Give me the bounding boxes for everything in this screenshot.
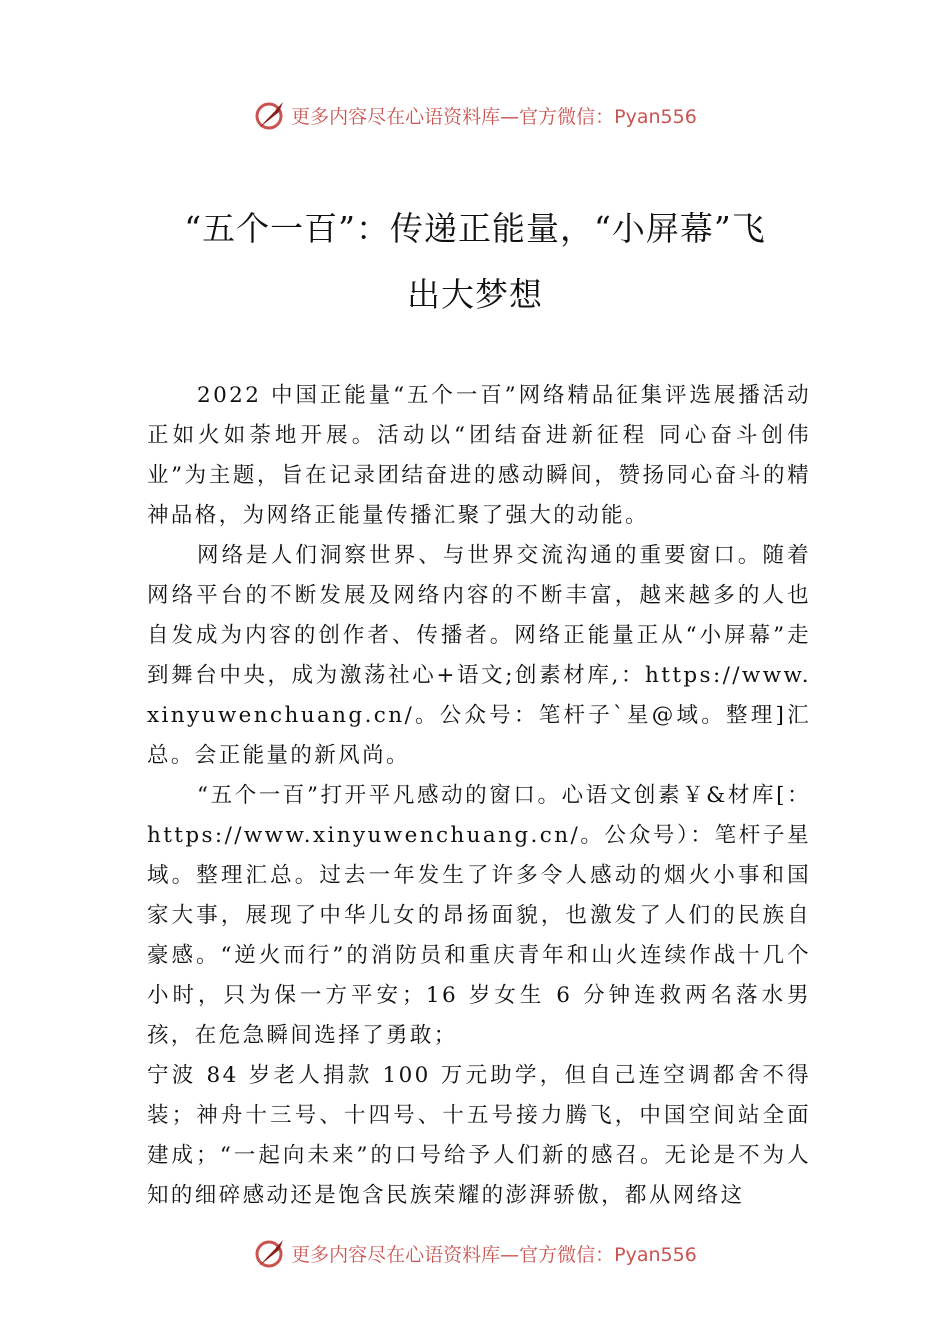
header-banner-text: 更多内容尽在心语资料库—官方微信：Pyan556 (291, 105, 697, 128)
header-banner (0, 95, 950, 135)
article-title (145, 196, 805, 328)
paragraph-1: 2022 中国正能量“五个一百”网络精品征集评选展播活动正如火如荼地开展。活动以“团结奋进新征程 同心奋斗创伟业”为主题，旨在记录团结奋进的感动瞬间，赞扬同心奋斗的精神品格，为网络正能量传播汇聚了强大的动能。 (147, 383, 811, 528)
paragraph-2: 网络是人们洞察世界、与世界交流沟通的重要窗口。随着网络平台的不断发展及网络内容的不断丰富，越来越多的人也自发成为内容的创作者、传播者。网络正能量正从“小屏幕”走到舞台中央，成为激荡社心+语文;创素材库,：https://www.xinyuwenchuang.cn/。公众号：笔杆子`星@域。整理]汇总。会正能量的新风尚。 (147, 543, 811, 768)
paragraph-3: “五个一百”打开平凡感动的窗口。心语文创素￥&材库[：https://www.xinyuwenchuang.cn/。公众号）：笔杆子星域。整理汇总。过去一年发生了许多令人感动的烟火小事和国家大事，展现了中华儿女的昂扬面貌，也激发了人们的民族自豪感。“逆火而行”的消防员和重庆青年和山火连续作战十几个小时，只为保一方平安；16 岁女生 6 分钟连救两名落水男孩，在危急瞬间选择了勇敢； (147, 783, 811, 1048)
paragraph-4: 宁波 84 岁老人捐款 100 万元助学，但自己连空调都舍不得装；神舟十三号、十四号、十五号接力腾飞，中国空间站全面建成；“一起向未来”的口号给予人们新的感召。无论是不为人知的细碎感动还是饱含民族荣耀的澎湃骄傲，都从网络这 (147, 1063, 811, 1208)
footer-banner (0, 1233, 950, 1273)
title-line-1: “五个一百”：传递正能量，“小屏幕”飞 (184, 209, 766, 248)
footer-banner-text: 更多内容尽在心语资料库—官方微信：Pyan556 (291, 1243, 697, 1266)
article-body (147, 376, 811, 1216)
quill-pen-logo-icon (253, 1236, 287, 1270)
title-line-2: 出大梦想 (407, 275, 543, 314)
quill-pen-logo-icon (253, 98, 287, 132)
